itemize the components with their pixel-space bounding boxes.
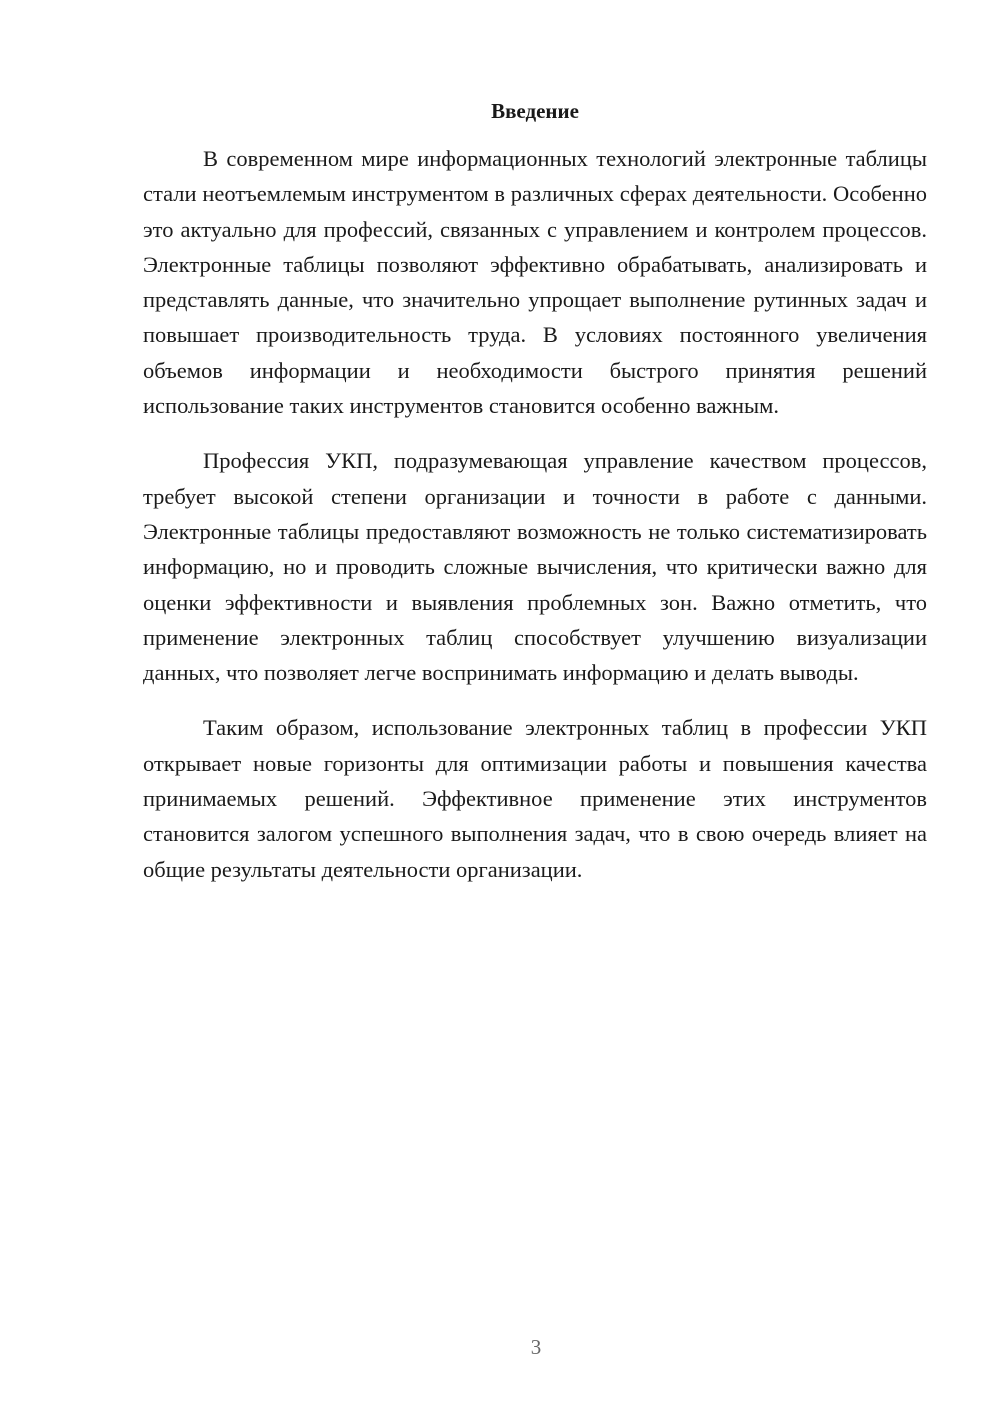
page-number: 3 <box>530 1335 542 1359</box>
paragraph-3: Таким образом, использование электронных таблиц в профессии УКП открывает новые горизонты для оптимизации работы и повышения качества принимаемых решений. Эффективное применение этих инструментов становится залогом успешного выполнения задач, что в свою очередь влияет на общие результаты деятельности организации. <box>143 715 927 882</box>
paragraph-2: Профессия УКП, подразумевающая управление качеством процессов, требует высокой степени организации и точности в работе с данными. Электронные таблицы предоставляют возможность не только систематизировать информацию, но и проводить сложные вычисления, что критически важно для оценки эффективности и выявления проблемных зон. Важно отметить, что применение электронных таблиц способствует улучшению визуализации данных, что позволяет легче воспринимать информацию и делать выводы. <box>143 448 927 686</box>
section-heading: Введение <box>491 99 579 123</box>
body-text <box>143 141 927 907</box>
paragraph-1: В современном мире информационных технологий электронные таблицы стали неотъемлемым инструментом в различных сферах деятельности. Особенно это актуально для профессий, связанных с управлением и контролем процессов. Электронные таблицы позволяют эффективно обрабатывать, анализировать и представлять данные, что значительно упрощает выполнение рутинных задач и повышает производительность труда. В условиях постоянного увеличения объемов информации и необходимости быстрого принятия решений использование таких инструментов становится особенно важным. <box>143 146 927 419</box>
